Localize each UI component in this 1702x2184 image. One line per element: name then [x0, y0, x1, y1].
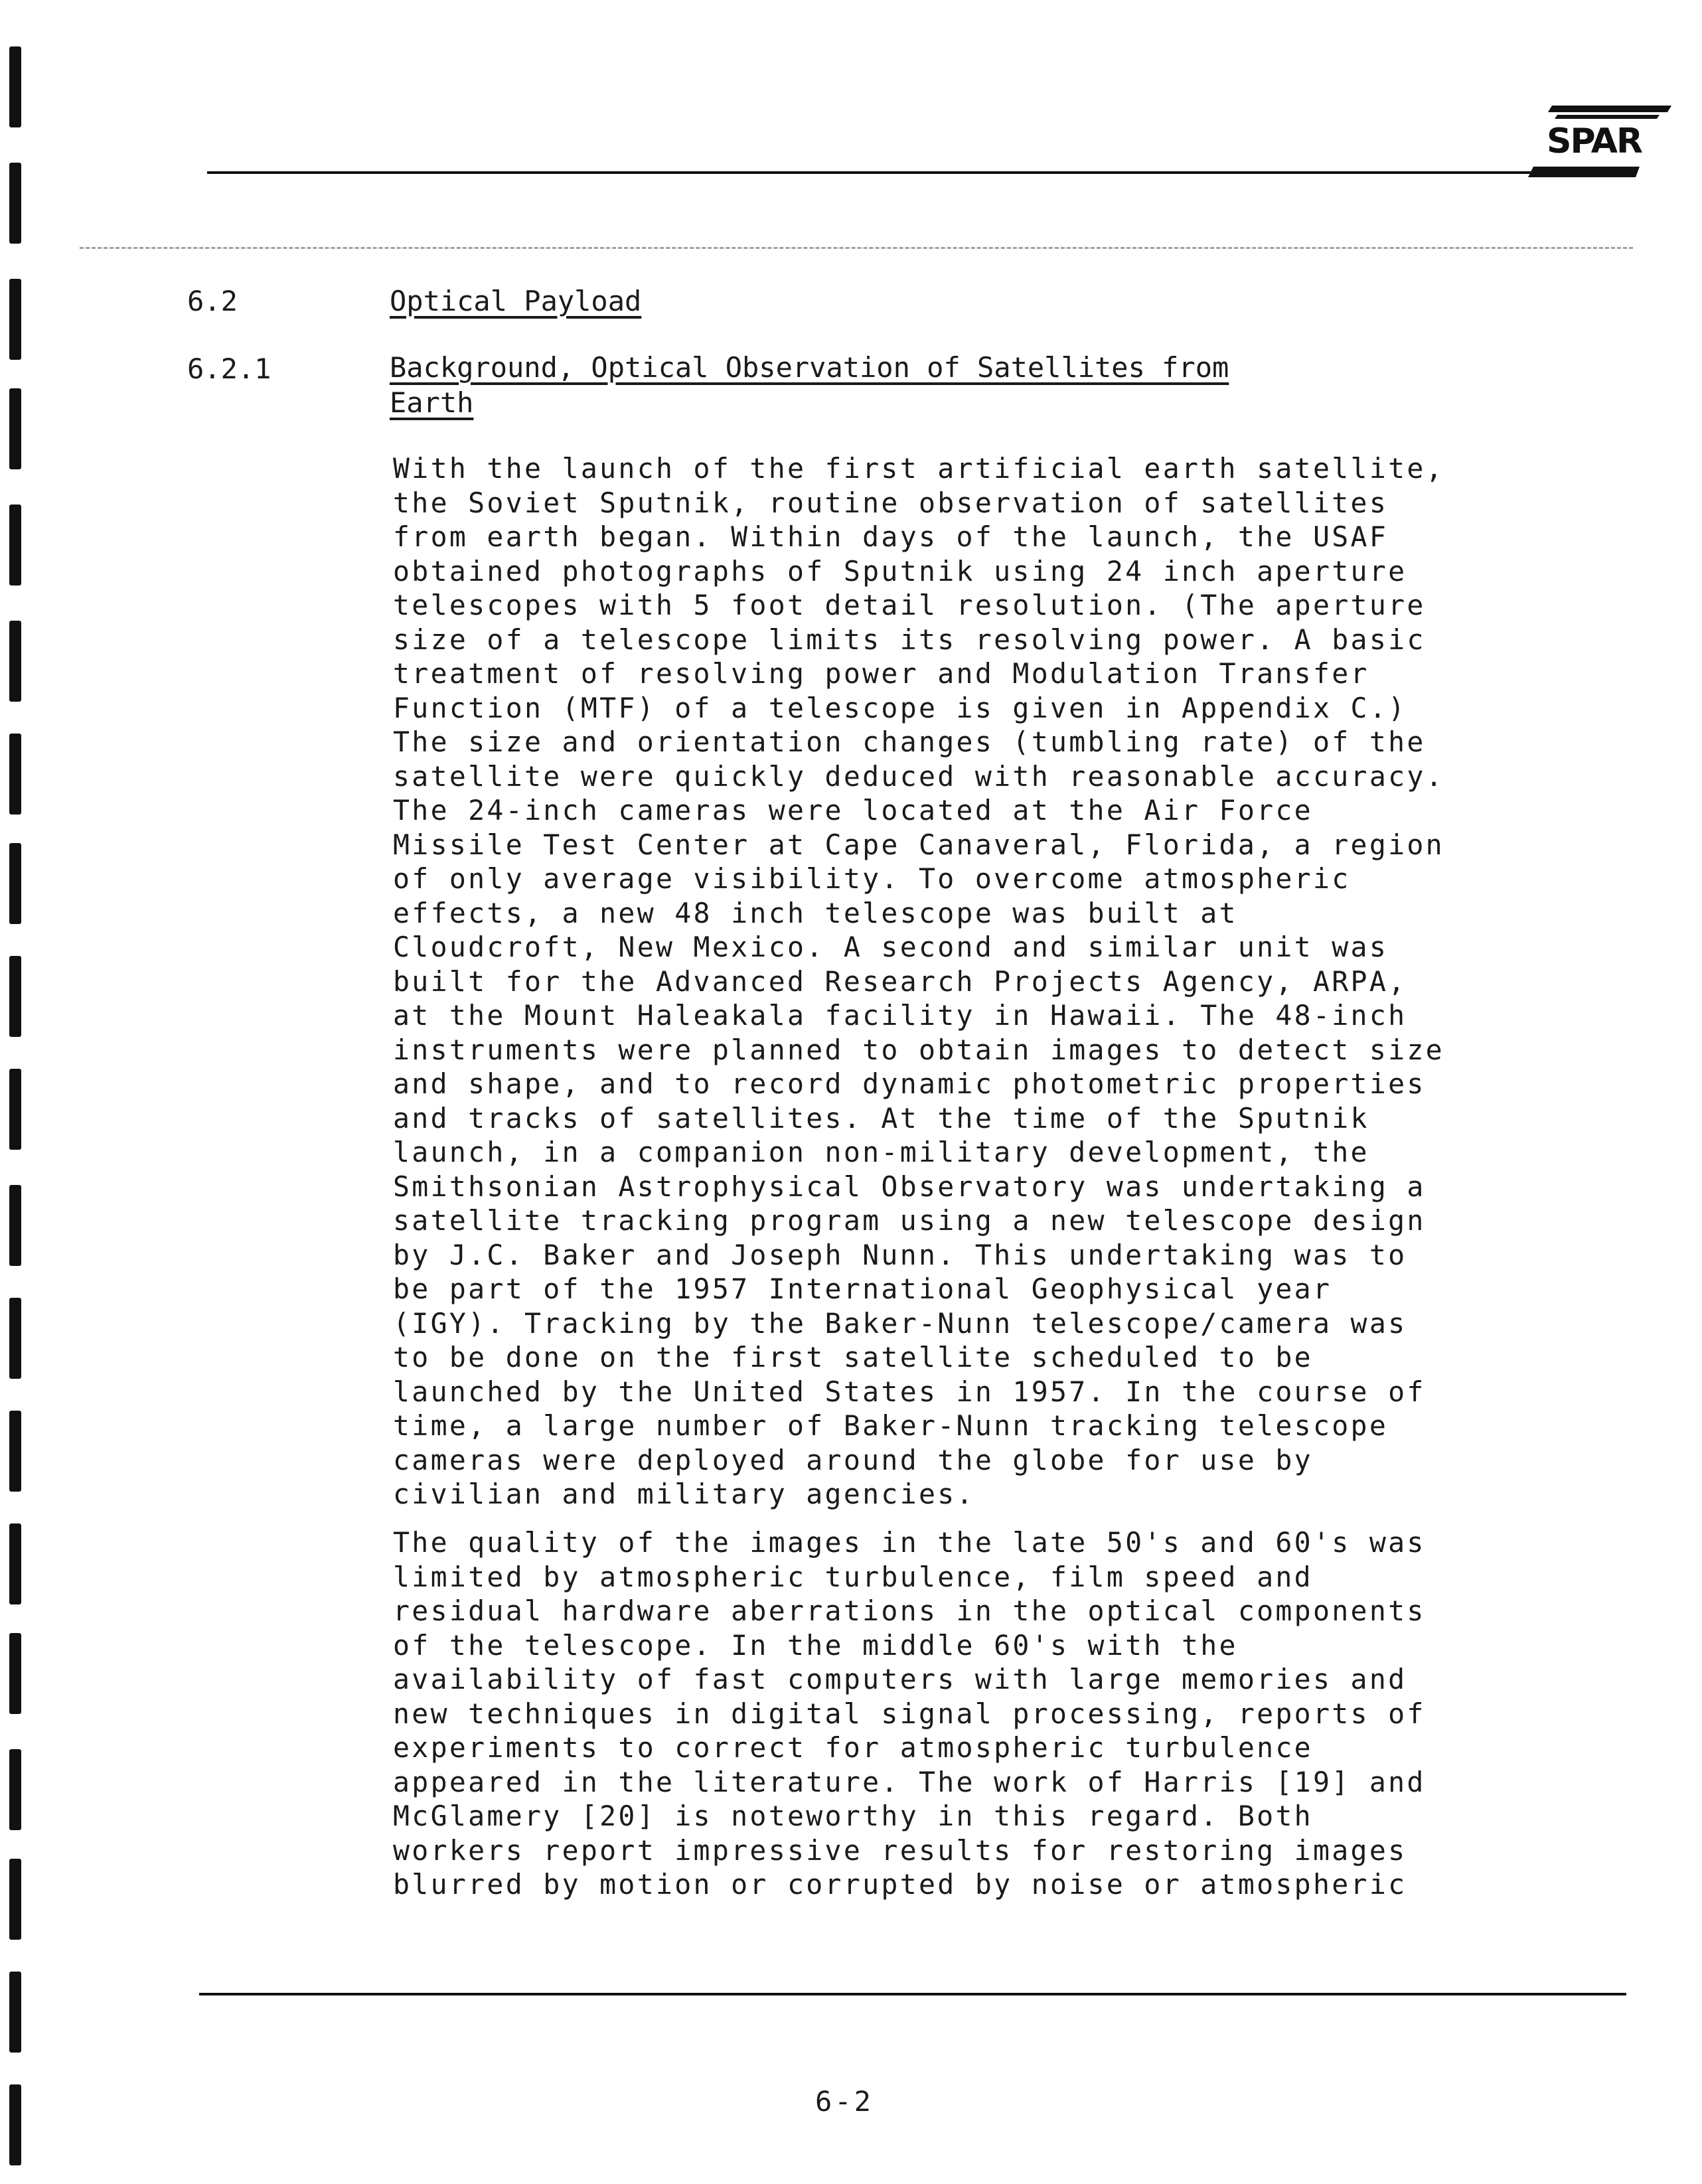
- binder-mark: [9, 956, 21, 1037]
- binder-mark: [9, 388, 21, 469]
- binder-mark: [9, 505, 21, 585]
- binder-mark: [9, 1972, 21, 2053]
- logo-text: SPAR: [1547, 121, 1642, 161]
- paragraph: The quality of the images in the late 50's and 60's was limited by atmospheric turbulence, film speed and residual hardware aberrations in the optical components of the telescope. In the middle 60's with the availability of fast computers with large memories and new techniques in digital signal processing, reports of experiments to correct for atmospheric turbulence appeared in the literature. The work of Harris [19] and McGlamery [20] is noteworthy in this regard. Both workers report impressive results for restoring images blurred by motion or corrupted by noise or atmospheric: [393, 1526, 1426, 1901]
- binder-mark: [9, 1185, 21, 1266]
- binder-mark: [9, 1859, 21, 1940]
- binder-edge-marks: [0, 0, 27, 2184]
- binder-mark: [9, 843, 21, 924]
- binder-mark: [9, 1069, 21, 1150]
- binder-mark: [9, 1411, 21, 1492]
- binder-mark: [9, 279, 21, 360]
- subsection-number: 6.2.1: [187, 352, 271, 385]
- binder-mark: [9, 734, 21, 815]
- binder-mark: [9, 46, 21, 127]
- section-title: Optical Payload: [390, 285, 642, 317]
- footer-rule: [199, 1993, 1626, 1995]
- subsection-title-continued: Earth: [390, 386, 474, 419]
- binder-mark: [9, 2084, 21, 2165]
- section-number: 6.2: [187, 285, 238, 317]
- page-number: 6-2: [815, 2085, 874, 2118]
- binder-mark: [9, 1298, 21, 1379]
- paragraph: With the launch of the first artificial earth satellite, the Soviet Sputnik, routine observation of satellites from earth began. Within days of the launch, the USAF obtained photographs of Sputnik using 24 inch aperture telescopes with 5 foot detail resolution. (The aperture size of a telescope limits its resolving power. A basic treatment of resolving power and Modulation Transfer Function (MTF) of a telescope is given in Appendix C.) The size and orientation changes (tumbling rate) of the satellite were quickly deduced with reasonable accuracy. The 24-inch cameras were located at the Air Force Missile Test Center at Cape Canaveral, Florida, a region of only average visibility. To overcome atmospheric effects, a new 48 inch telescope was built at Cloudcroft, New Mexico. A second and similar unit was built for the Advanced Research Projects Agency, ARPA, at the Mount Haleakala facility in Hawaii. The 48-inch instruments were planned to obtain images to detect size and shape, and to record dynamic photometric properties and tracks of satellites. At the time of the Sputnik launch, in a companion non-military development, the Smithsonian Astrophysical Observatory was undertaking a satellite tracking program using a new telescope design by J.C. Baker and Joseph Nunn. This undertaking was to be part of the 1957 International Geophysical year (IGY). Tracking by the Baker-Nunn telescope/camera was to be done on the first satellite scheduled to be launched by the United States in 1957. In the course of time, a large number of Baker-Nunn tracking telescope cameras were deployed around the globe for use by civilian and military agencies.: [393, 452, 1444, 1510]
- binder-mark: [9, 1523, 21, 1604]
- binder-mark: [9, 621, 21, 702]
- spar-logo: [1527, 103, 1673, 181]
- binder-mark: [9, 163, 21, 244]
- subsection-title: Background, Optical Observation of Satellites from: [390, 351, 1229, 384]
- header-rule: [207, 171, 1535, 174]
- binder-mark: [9, 1633, 21, 1714]
- header-dashed-line: [80, 247, 1633, 249]
- binder-mark: [9, 1749, 21, 1830]
